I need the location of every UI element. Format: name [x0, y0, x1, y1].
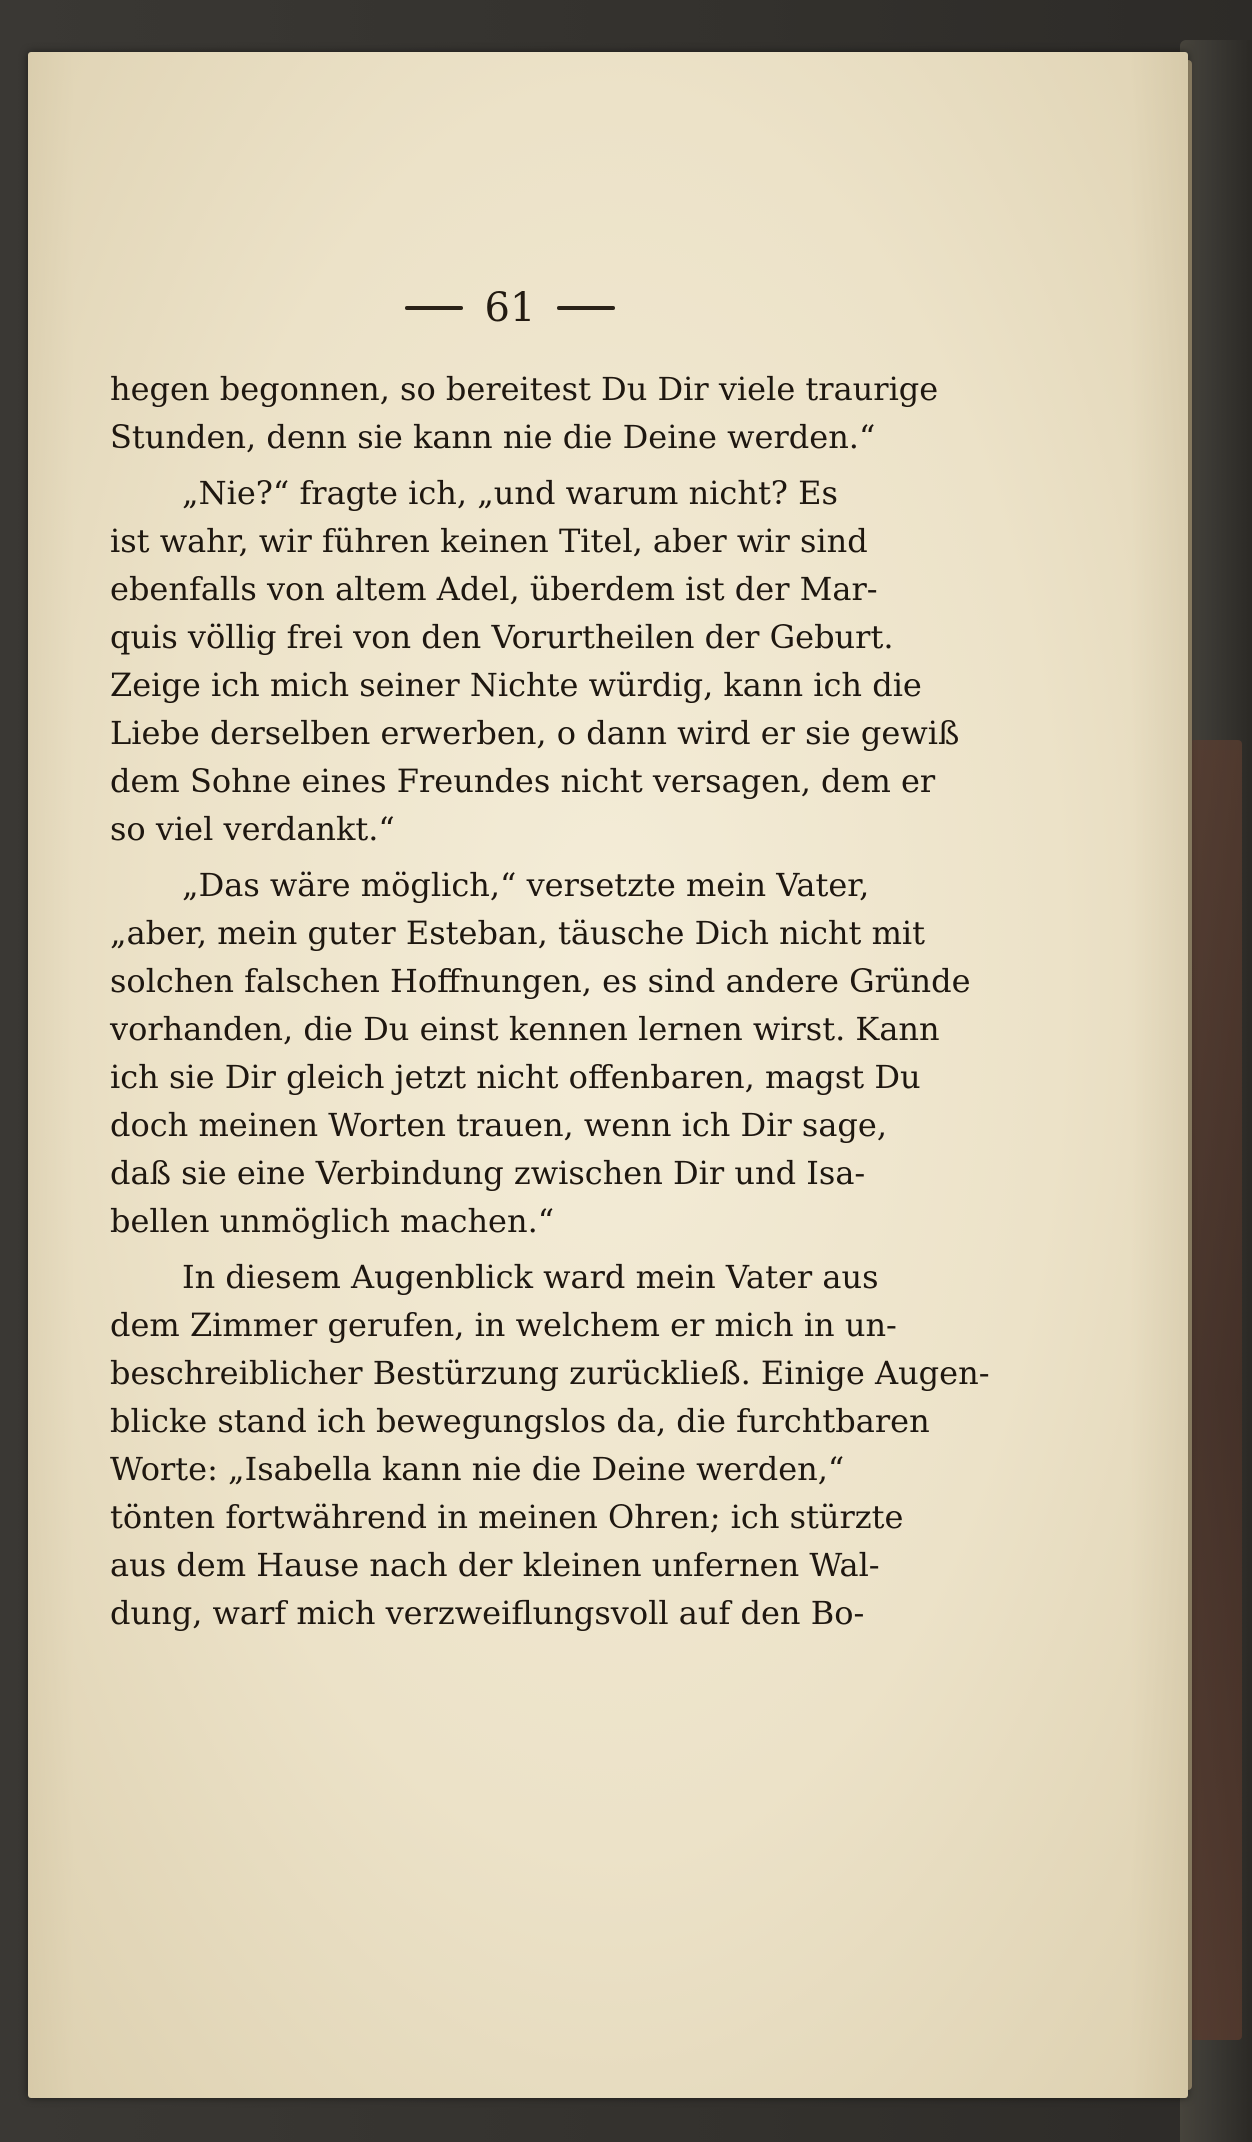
text-line: solchen falschen Hoffnungen, es sind andere Gründe — [110, 962, 971, 1000]
paragraph — [110, 861, 971, 1245]
text-line: vorhanden, die Du einst kennen lernen wirst. Kann — [110, 1010, 940, 1048]
text-line: so viel verdankt.“ — [110, 810, 395, 848]
text-line: dem Sohne eines Freundes nicht versagen, dem er — [110, 762, 936, 800]
page-header — [360, 278, 660, 338]
text-line: Liebe derselben erwerben, o dann wird er sie gewiß — [110, 714, 960, 752]
text-line: dem Zimmer gerufen, in welchem er mich in un- — [110, 1306, 897, 1344]
paragraph — [110, 365, 939, 461]
header-rule-left — [405, 306, 463, 310]
text-line: dung, warf mich verzweiflungsvoll auf den Bo- — [110, 1594, 865, 1632]
text-line: aus dem Hause nach der kleinen unfernen Wal- — [110, 1546, 880, 1584]
text-line: hegen begonnen, so bereitest Du Dir viele traurige — [110, 370, 939, 408]
text-line: „Nie?“ fragte ich, „und warum nicht? Es — [182, 474, 838, 512]
text-line: quis völlig frei von den Vorurtheilen der Geburt. — [110, 618, 894, 656]
paragraph — [110, 469, 960, 853]
leather-spine — [1190, 740, 1242, 2040]
paragraph — [110, 1253, 990, 1637]
text-line: beschreiblicher Bestürzung zurückließ. Einige Augen- — [110, 1354, 990, 1392]
text-line: doch meinen Worten trauen, wenn ich Dir sage, — [110, 1106, 887, 1144]
text-line: ist wahr, wir führen keinen Titel, aber wir sind — [110, 522, 868, 560]
text-line: In diesem Augenblick ward mein Vater aus — [182, 1258, 879, 1296]
text-line: blicke stand ich bewegungslos da, die furchtbaren — [110, 1402, 930, 1440]
text-line: daß sie eine Verbindung zwischen Dir und Isa- — [110, 1154, 866, 1192]
text-line: „aber, mein guter Esteban, täusche Dich nicht mit — [110, 914, 925, 952]
text-line: Zeige ich mich seiner Nichte würdig, kann ich die — [110, 666, 922, 704]
text-line: bellen unmöglich machen.“ — [110, 1202, 555, 1240]
text-line: „Das wäre möglich,“ versetzte mein Vater, — [182, 866, 870, 904]
body-text — [110, 365, 990, 1645]
page-number: 61 — [484, 285, 536, 331]
header-rule-right — [557, 306, 615, 310]
text-line: Stunden, denn sie kann nie die Deine werden.“ — [110, 418, 876, 456]
text-line: Worte: „Isabella kann nie die Deine werden,“ — [110, 1450, 845, 1488]
text-line: tönten fortwährend in meinen Ohren; ich stürzte — [110, 1498, 904, 1536]
text-line: ich sie Dir gleich jetzt nicht offenbaren, magst Du — [110, 1058, 921, 1096]
text-line: ebenfalls von altem Adel, überdem ist der Mar- — [110, 570, 878, 608]
